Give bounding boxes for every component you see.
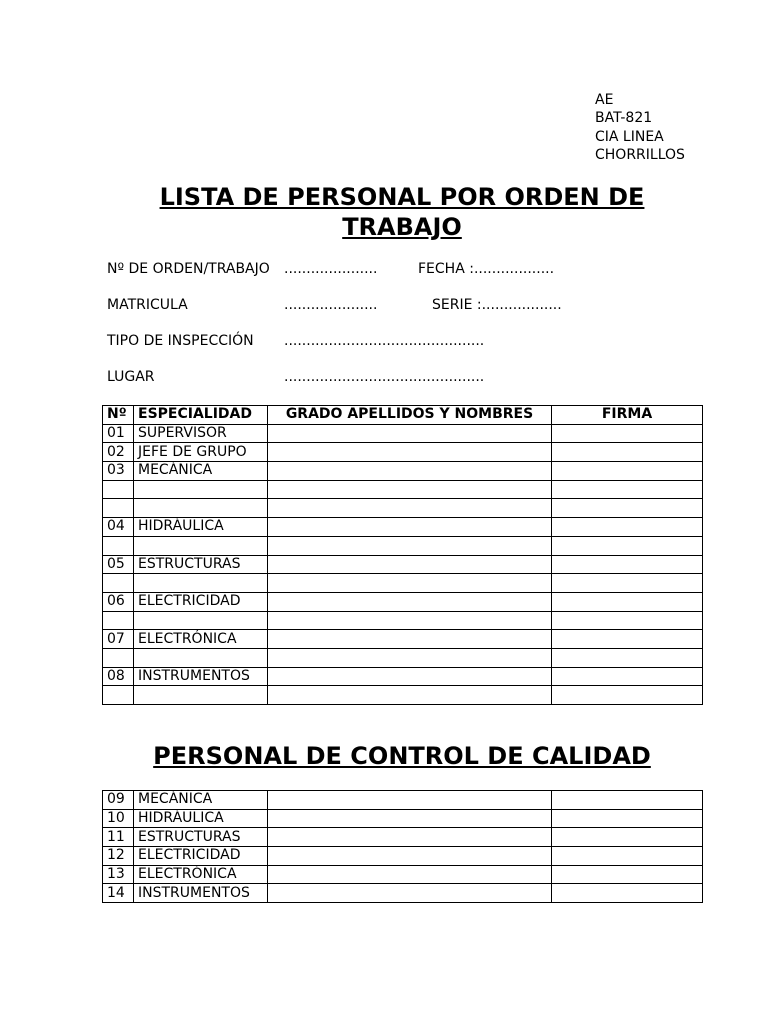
row-especialidad: ELECTRÓNICA: [134, 630, 268, 649]
quality-table-body: [103, 791, 703, 903]
table-row: [103, 648, 703, 667]
row-nombres-cell[interactable]: [268, 828, 552, 847]
row-nombres-cell[interactable]: [268, 686, 552, 705]
row-number: 14: [103, 884, 134, 903]
row-firma-cell[interactable]: [552, 424, 703, 443]
row-especialidad: ELECTRICIDAD: [134, 592, 268, 611]
row-number: 09: [103, 791, 134, 810]
row-firma-cell[interactable]: [552, 611, 703, 630]
row-especialidad: [134, 536, 268, 555]
row-firma-cell[interactable]: [552, 630, 703, 649]
row-firma-cell[interactable]: [552, 536, 703, 555]
row-nombres-cell[interactable]: [268, 648, 552, 667]
quality-table: [102, 790, 703, 903]
lugar-blank[interactable]: .............................................: [284, 369, 485, 385]
row-number: [103, 611, 134, 630]
table-row: [103, 630, 703, 649]
row-number: 13: [103, 865, 134, 884]
row-number: [103, 480, 134, 499]
row-firma-cell[interactable]: [552, 667, 703, 686]
table-row: [103, 443, 703, 462]
row-firma-cell[interactable]: [552, 791, 703, 810]
tipo-blank[interactable]: .............................................: [284, 333, 485, 349]
personnel-table-body: [103, 424, 703, 704]
header-line: AE: [595, 92, 614, 108]
table-row: [103, 847, 703, 866]
row-nombres-cell[interactable]: [268, 847, 552, 866]
col-header-firma: FIRMA: [552, 406, 703, 425]
row-number: [103, 686, 134, 705]
row-number: 11: [103, 828, 134, 847]
header-line: BAT-821: [595, 110, 653, 127]
table-row: [103, 462, 703, 481]
row-nombres-cell[interactable]: [268, 518, 552, 537]
row-especialidad: INSTRUMENTOS: [134, 884, 268, 903]
row-number: 10: [103, 809, 134, 828]
row-especialidad: HIDRÁULICA: [134, 809, 268, 828]
row-firma-cell[interactable]: [552, 443, 703, 462]
serie-field[interactable]: SERIE :..................: [432, 297, 562, 313]
table-row: [103, 791, 703, 810]
row-firma-cell[interactable]: [552, 847, 703, 866]
row-especialidad: [134, 648, 268, 667]
row-nombres-cell[interactable]: [268, 809, 552, 828]
header-line: CHORRILLOS: [595, 146, 685, 163]
row-firma-cell[interactable]: [552, 555, 703, 574]
row-especialidad: HIDRÁULICA: [134, 518, 268, 537]
table-row: [103, 424, 703, 443]
row-especialidad: [134, 499, 268, 518]
row-nombres-cell[interactable]: [268, 574, 552, 593]
row-number: 03: [103, 462, 134, 481]
orden-label: Nº DE ORDEN/TRABAJO: [107, 261, 270, 277]
row-nombres-cell[interactable]: [268, 884, 552, 903]
row-number: 12: [103, 847, 134, 866]
fecha-field[interactable]: FECHA :..................: [418, 261, 555, 277]
col-header-especialidad: ESPECIALIDAD: [134, 406, 268, 425]
table-row: [103, 536, 703, 555]
row-especialidad: ELECTRICIDAD: [134, 847, 268, 866]
table-row: [103, 686, 703, 705]
table-row: [103, 865, 703, 884]
row-especialidad: [134, 480, 268, 499]
row-nombres-cell[interactable]: [268, 611, 552, 630]
row-firma-cell[interactable]: [552, 518, 703, 537]
table-row: [103, 555, 703, 574]
row-number: 07: [103, 630, 134, 649]
matricula-label: MATRICULA: [107, 297, 188, 313]
row-nombres-cell[interactable]: [268, 443, 552, 462]
row-firma-cell[interactable]: [552, 480, 703, 499]
page-title-line-1: LISTA DE PERSONAL POR ORDEN DE: [159, 183, 645, 211]
row-firma-cell[interactable]: [552, 592, 703, 611]
row-especialidad: MECÁNICA: [134, 462, 268, 481]
row-firma-cell[interactable]: [552, 884, 703, 903]
row-nombres-cell[interactable]: [268, 499, 552, 518]
row-nombres-cell[interactable]: [268, 865, 552, 884]
row-number: [103, 648, 134, 667]
row-especialidad: ESTRUCTURAS: [134, 555, 268, 574]
row-nombres-cell[interactable]: [268, 630, 552, 649]
row-firma-cell[interactable]: [552, 574, 703, 593]
row-number: 01: [103, 424, 134, 443]
table-row: [103, 884, 703, 903]
table-header-row: [103, 406, 703, 425]
col-header-nombres: GRADO APELLIDOS Y NOMBRES: [268, 406, 552, 425]
orden-blank[interactable]: .....................: [284, 261, 378, 277]
row-especialidad: [134, 574, 268, 593]
row-especialidad: [134, 686, 268, 705]
row-especialidad: SUPERVISOR: [134, 424, 268, 443]
row-especialidad: [134, 611, 268, 630]
header-line: CIA LINEA: [595, 128, 664, 145]
tipo-label: TIPO DE INSPECCIÓN: [107, 333, 254, 349]
table-row: [103, 828, 703, 847]
table-row: [103, 518, 703, 537]
page-title: [100, 182, 704, 242]
row-nombres-cell[interactable]: [268, 536, 552, 555]
row-especialidad: INSTRUMENTOS: [134, 667, 268, 686]
row-firma-cell[interactable]: [552, 499, 703, 518]
row-number: 02: [103, 443, 134, 462]
row-firma-cell[interactable]: [552, 648, 703, 667]
table-row: [103, 592, 703, 611]
row-number: [103, 499, 134, 518]
row-firma-cell[interactable]: [552, 828, 703, 847]
row-especialidad: ESTRUCTURAS: [134, 828, 268, 847]
table-row: [103, 499, 703, 518]
row-nombres-cell[interactable]: [268, 480, 552, 499]
row-firma-cell[interactable]: [552, 686, 703, 705]
table-row: [103, 574, 703, 593]
row-especialidad: MECÁNICA: [134, 791, 268, 810]
row-number: 06: [103, 592, 134, 611]
row-firma-cell[interactable]: [552, 809, 703, 828]
row-firma-cell[interactable]: [552, 462, 703, 481]
col-header-num: Nº: [103, 406, 134, 425]
row-firma-cell[interactable]: [552, 865, 703, 884]
row-number: [103, 536, 134, 555]
lugar-label: LUGAR: [107, 369, 155, 385]
table-row: [103, 480, 703, 499]
row-nombres-cell[interactable]: [268, 667, 552, 686]
row-nombres-cell[interactable]: [268, 462, 552, 481]
row-nombres-cell[interactable]: [268, 791, 552, 810]
personnel-table: [102, 405, 703, 705]
table-row: [103, 809, 703, 828]
header-block: [595, 91, 685, 164]
row-nombres-cell[interactable]: [268, 592, 552, 611]
matricula-blank[interactable]: .....................: [284, 297, 378, 313]
quality-title: PERSONAL DE CONTROL DE CALIDAD: [153, 742, 651, 770]
row-number: [103, 574, 134, 593]
row-number: 08: [103, 667, 134, 686]
table-row: [103, 611, 703, 630]
table-row: [103, 667, 703, 686]
row-number: 04: [103, 518, 134, 537]
page-title-line-2: TRABAJO: [342, 213, 462, 241]
row-nombres-cell[interactable]: [268, 424, 552, 443]
row-especialidad: ELECTRÓNICA: [134, 865, 268, 884]
row-number: 05: [103, 555, 134, 574]
row-especialidad: JEFE DE GRUPO: [134, 443, 268, 462]
row-nombres-cell[interactable]: [268, 555, 552, 574]
